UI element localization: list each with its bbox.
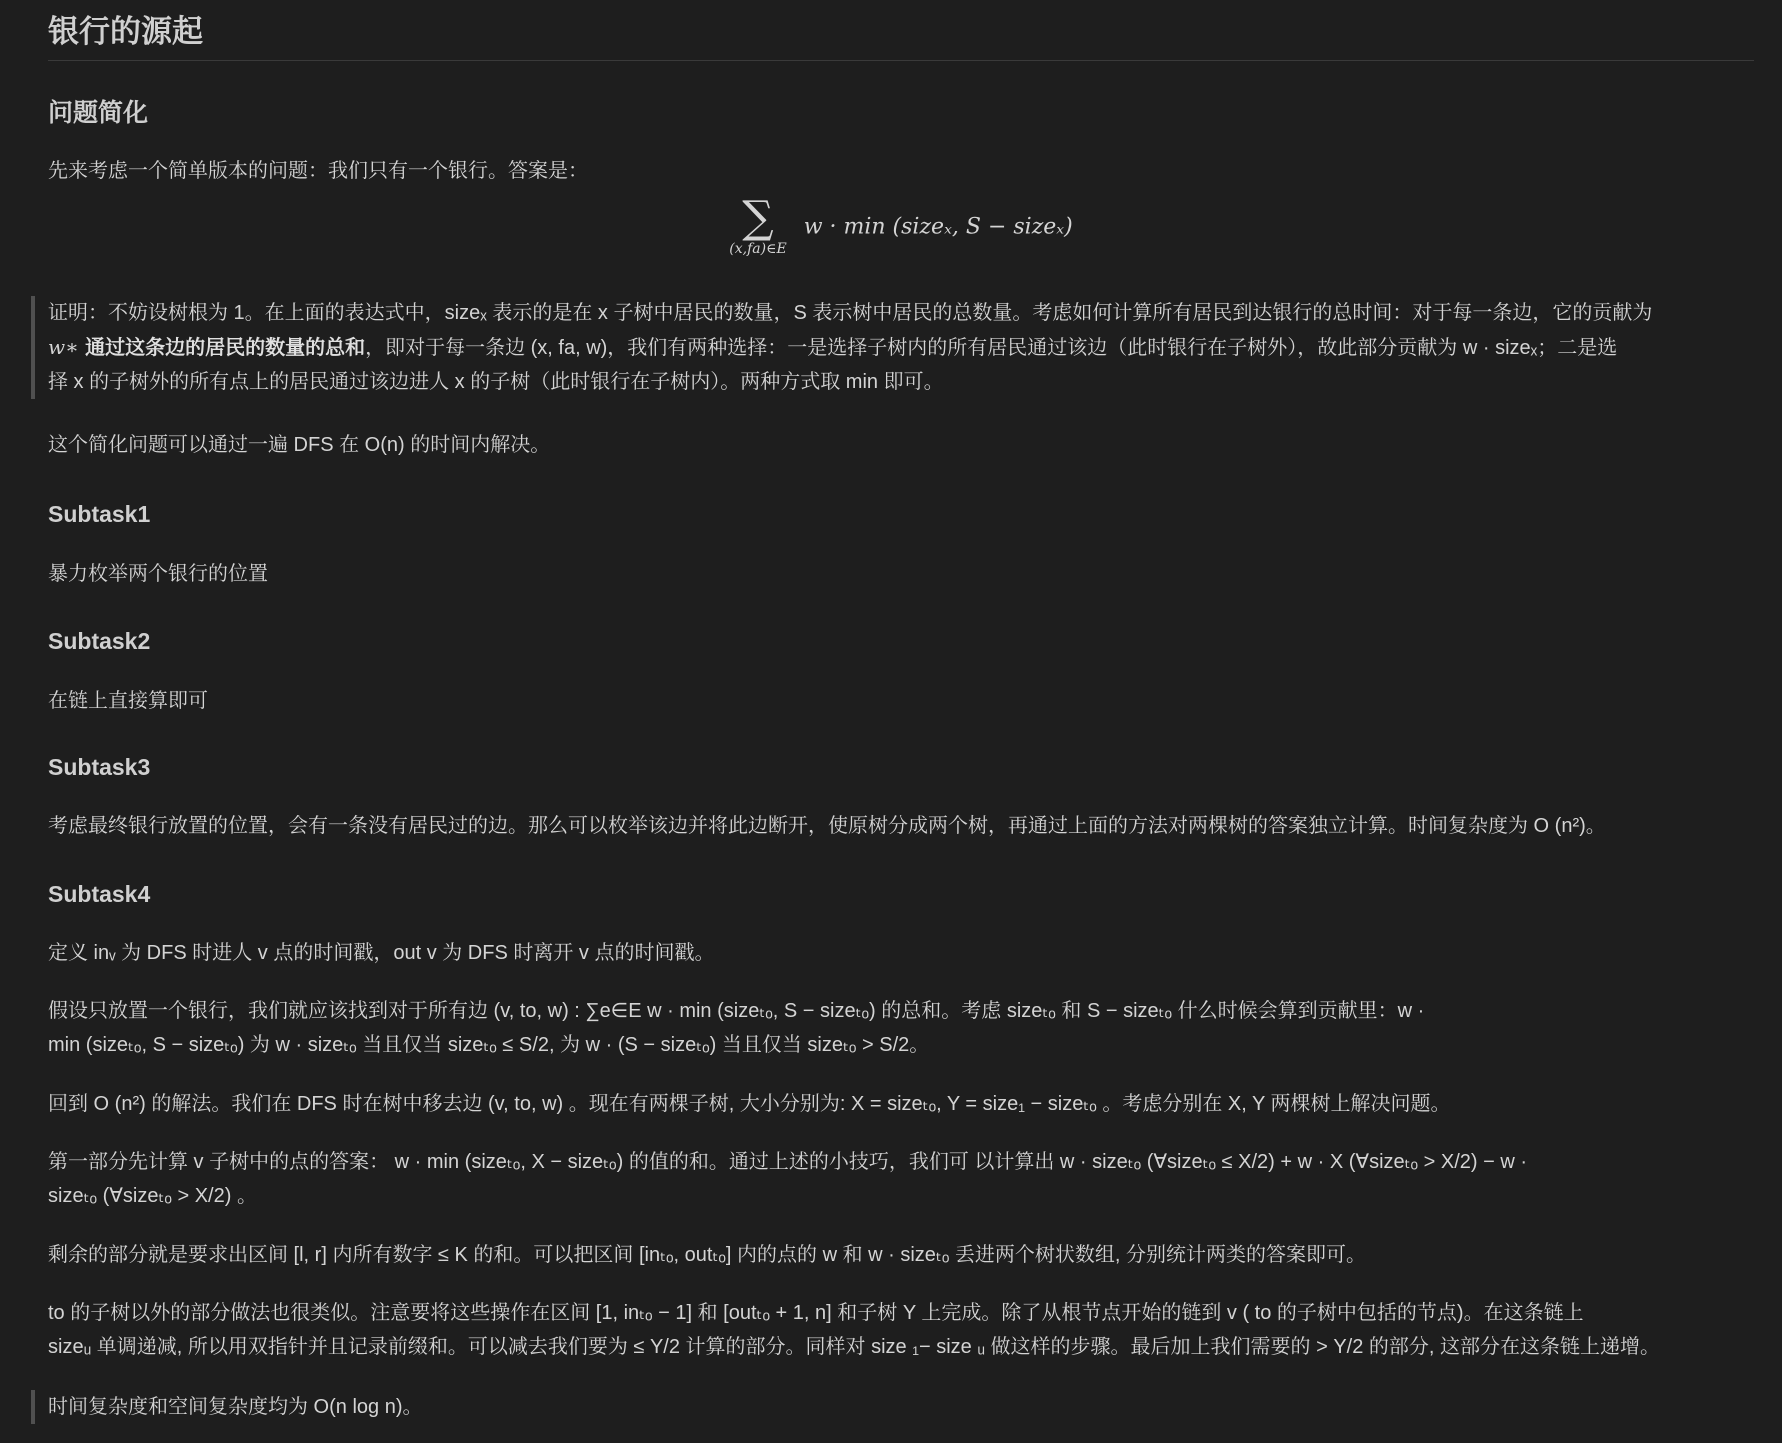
- subtask4-p2-line1: 假设只放置一个银行，我们就应该找到对于所有边 (v, to, w) : ∑e∈E w · min (sizeₜₒ, S − sizeₜₒ) 的总和。考虑 sizeₜₒ 和 S − sizeₜₒ 什么时候会算到贡献里：w ·: [48, 1000, 1425, 1022]
- subtask4-p6-line1: to 的子树以外的部分做法也很类似。注意要将这些操作在区间 [1, inₜₒ − 1] 和 [outₜₒ + 1, n] 和子树 Y 上完成。除了从根节点开始的链到 v ( to 的子树中包括的节点)。在这条链上: [48, 1302, 1584, 1324]
- proof-line-2-prefix: w∗: [48, 335, 86, 359]
- proof-line-3: 择 x 的子树外的所有点上的居民通过该边进人 x 的子树（此时银行在子树内）。两种方式取 min 即可。: [48, 371, 944, 393]
- heading-subtask4: Subtask4: [48, 881, 151, 907]
- heading-problem-simplification: 问题简化: [48, 99, 149, 127]
- page-title: 银行的源起: [48, 14, 1754, 61]
- proof-blockquote: [31, 296, 1754, 399]
- subtask4-single-bank-paragraph: [48, 994, 1754, 1062]
- subtask4-first-part-paragraph: [48, 1145, 1754, 1213]
- heading-subtask3: Subtask3: [48, 754, 151, 780]
- subtask4-p2-line2: min (sizeₜₒ, S − sizeₜₒ) 为 w · sizeₜₒ 当且仅当 sizeₜₒ ≤ S/2, 为 w · (S − sizeₜₒ) 当且仅当 sizeₜₒ > S/2。: [48, 1034, 930, 1056]
- complexity-blockquote: [31, 1390, 422, 1424]
- subtask1-text: 暴力枚举两个银行的位置: [48, 563, 268, 585]
- simplify-conclusion: 这个简化问题可以通过一遍 DFS 在 O(n) 的时间内解决。: [48, 434, 551, 456]
- summation-subscript: (x,fa)∈E: [729, 241, 787, 257]
- heading-subtask1: Subtask1: [48, 501, 151, 527]
- answer-formula: [48, 192, 1754, 258]
- subtask4-remaining-paragraph: 剩余的部分就是要求出区间 [l, r] 内所有数字 ≤ K 的和。可以把区间 [inₜₒ, outₜₒ] 内的点的 w 和 w · sizeₜₒ 丢进两个树状数组, 分别统计两类的答案即可。: [48, 1244, 1367, 1266]
- subtask3-text: 考虑最终银行放置的位置，会有一条没有居民过的边。那么可以枚举该边并将此边断开，使原树分成两个树，再通过上面的方法对两棵树的答案独立计算。时间复杂度为 O (n²)。: [48, 815, 1606, 837]
- proof-bold-text: 通过这条边的居民的数量的总和: [85, 337, 366, 359]
- intro-paragraph: 先来考虑一个简单版本的问题：我们只有一个银行。答案是：: [48, 160, 588, 182]
- subtask2-text: 在链上直接算即可: [48, 690, 208, 712]
- proof-line-1: 证明：不妨设树根为 1。在上面的表达式中，sizeₓ 表示的是在 x 子树中居民的数量，S 表示树中居民的总数量。考虑如何计算所有居民到达银行的总时间：对于每一条边，它的贡献为: [48, 302, 1653, 324]
- subtask4-p6-line2: sizeᵤ 单调递减, 所以用双指针并且记录前缀和。可以减去我们要为 ≤ Y/2 计算的部分。同样对 size ₁− size ᵤ 做这样的步骤。最后加上我们需要的 > Y/2 的部分, 这部分在这条链上递增。: [48, 1336, 1661, 1358]
- formula-body: w · min (sizeₓ, S − sizeₓ): [803, 214, 1073, 240]
- heading-subtask2: Subtask2: [48, 628, 151, 654]
- subtask4-outside-subtree-paragraph: [48, 1296, 1754, 1364]
- summation-symbol: ∑: [742, 192, 774, 243]
- summation: [729, 192, 787, 258]
- proof-line-2-suffix: ，即对于每一条边 (x, fa, w)，我们有两种选择：一是选择子树内的所有居民通过该边（此时银行在子树外），故此部分贡献为 w · sizeₓ；二是选: [365, 337, 1618, 359]
- subtask4-definition: 定义 inᵥ 为 DFS 时进人 v 点的时间戳，out v 为 DFS 时离开 v 点的时间戳。: [48, 942, 715, 964]
- complexity-text: 时间复杂度和空间复杂度均为 O(n log n)。: [48, 1396, 423, 1418]
- subtask4-p4-line2: sizeₜₒ (∀sizeₜₒ > X/2) 。: [48, 1185, 257, 1207]
- proof-line-2: [48, 330, 1754, 365]
- subtask4-n2-paragraph: 回到 O (n²) 的解法。我们在 DFS 时在树中移去边 (v, to, w) 。现在有两棵子树, 大小分别为: X = sizeₜₒ, Y = size₁ − sizeₜₒ 。考虑分别在 X, Y 两棵树上解决问题。: [48, 1093, 1451, 1115]
- subtask4-p4-line1: 第一部分先计算 v 子树中的点的答案： w · min (sizeₜₒ, X − sizeₜₒ) 的值的和。通过上述的小技巧，我们可 以计算出 w · sizeₜₒ (∀sizeₜₒ ≤ X/2) + w · X (∀sizeₜₒ > X/2) − w ·: [48, 1151, 1528, 1173]
